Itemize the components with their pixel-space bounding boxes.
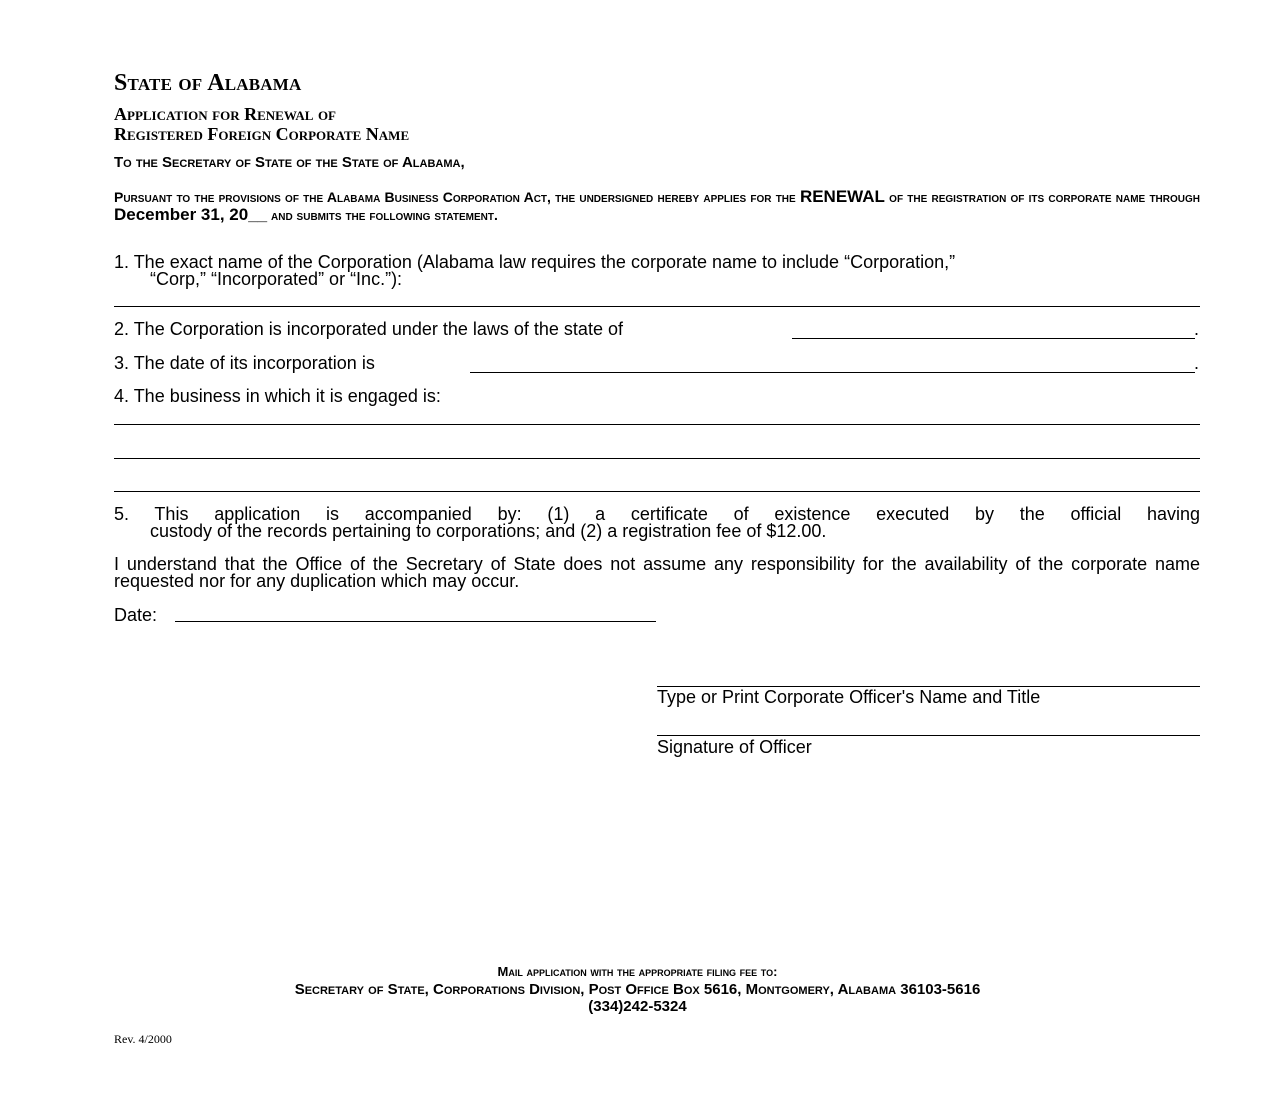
form-subtitle-line-1: Application for Renewal of [114, 104, 336, 124]
business-field-line-1[interactable] [114, 424, 1200, 425]
question-3-period: . [1194, 353, 1200, 373]
intro-part-3: and submits the following statement. [271, 207, 498, 223]
revision-note: Rev. 4/2000 [114, 1032, 172, 1046]
question-5-line-2: custody of the records pertaining to corporations; and (2) a registration fee of $12.00. [150, 521, 827, 541]
intro-part-1: Pursuant to the provisions of the Alabama Business Corporation Act, the undersigned hereby applies for the [114, 189, 796, 205]
question-2-period: . [1194, 319, 1200, 339]
question-4: 4. The business in which it is engaged is: [114, 386, 441, 406]
question-3: 3. The date of its incorporation is [114, 353, 375, 373]
mailing-address: Secretary of State, Corporations Division, Post Office Box 5616, Montgomery, Alabama 36103-5616 [294, 981, 981, 998]
business-field-line-2[interactable] [114, 458, 1200, 459]
state-of-incorporation-field-line[interactable] [792, 338, 1195, 339]
salutation: To the Secretary of State of the State of Alabama, [114, 154, 465, 171]
question-1-line-2: “Corp,” “Incorporated” or “Inc.”): [150, 269, 403, 289]
form-subtitle-line-2: Registered Foreign Corporate Name [114, 124, 410, 144]
form-title: State of Alabama [114, 70, 302, 96]
intro-part-2: of the registration of its corporate name through [889, 189, 1200, 205]
date-field-line[interactable] [175, 621, 656, 622]
question-2: 2. The Corporation is incorporated under the laws of the state of [114, 319, 623, 339]
intro-renewal-date: December 31, 20__ [114, 205, 268, 224]
question-5 [114, 506, 1200, 540]
intro-paragraph [114, 188, 1200, 224]
business-field-line-3[interactable] [114, 491, 1200, 492]
officer-name-label: Type or Print Corporate Officer's Name and Title [657, 687, 1041, 707]
corporation-name-field-line[interactable] [114, 306, 1200, 307]
disclaimer-paragraph: I understand that the Office of the Secretary of State does not assume any responsibility for the availability of the corporate name requested nor for any duplication which may occur. [114, 554, 1200, 591]
incorporation-date-field-line[interactable] [470, 372, 1195, 373]
date-label: Date: [114, 605, 158, 625]
mailing-phone: (334)242-5324 [588, 998, 687, 1015]
signature-label: Signature of Officer [657, 737, 812, 757]
signature-field-line[interactable] [657, 735, 1200, 736]
question-5-line-1: 5. This application is accompanied by: (1) a certificate of existence executed by the official having [114, 504, 1200, 524]
mailing-instructions: Mail application with the appropriate filing fee to: [497, 964, 778, 979]
intro-renewal-word: RENEWAL [799, 187, 885, 206]
question-1-line-1: 1. The exact name of the Corporation (Alabama law requires the corporate name to include “Corporation,” [114, 252, 956, 272]
question-1 [114, 254, 1200, 288]
